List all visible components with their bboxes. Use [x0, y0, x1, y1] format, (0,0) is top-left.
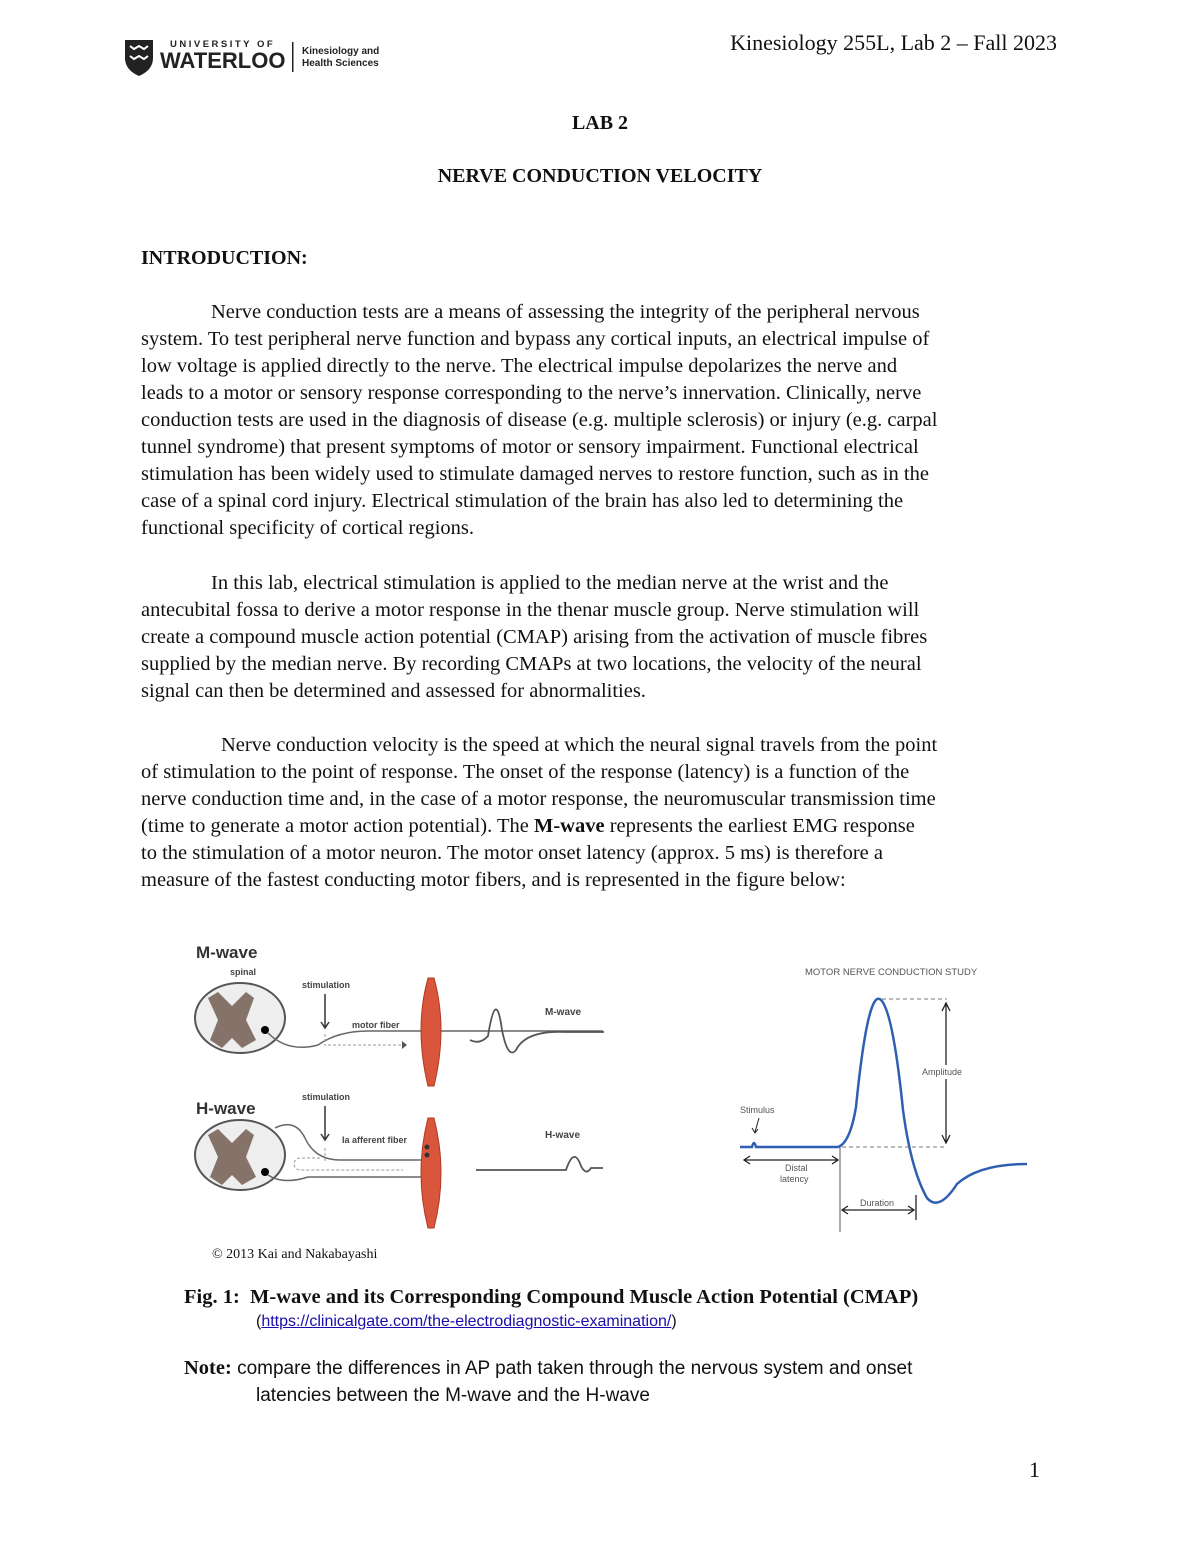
svg-text:Amplitude: Amplitude: [922, 1067, 963, 1077]
svg-text:Ia afferent fiber: Ia afferent fiber: [342, 1135, 408, 1145]
text-line: to the stimulation of a motor neuron. The motor onset latency (approx. 5 ms) is therefore a: [141, 842, 883, 864]
arrow-down-icon: [321, 1106, 329, 1140]
caption-source: [256, 1313, 677, 1331]
svg-text:spinal: spinal: [230, 967, 257, 977]
note-label: Note:: [184, 1357, 232, 1379]
page-number: 1: [1029, 1457, 1040, 1482]
text-line: Nerve conduction velocity is the speed at which the neural signal travels from the point: [221, 734, 938, 756]
note-text: compare the differences in AP path taken through the nervous system and onset: [231, 1358, 913, 1379]
muscle-icon: [421, 1118, 441, 1228]
figure-copyright: © 2013 Kai and Nakabayashi: [212, 1247, 378, 1262]
text-line: In this lab, electrical stimulation is applied to the median nerve at the wrist and the: [211, 572, 889, 594]
university-logo: [122, 36, 392, 78]
muscle-icon: [421, 978, 441, 1086]
svg-text:Distal: Distal: [785, 1163, 808, 1173]
mwave-term: M-wave: [533, 815, 605, 837]
caption-label: Fig. 1:: [184, 1286, 240, 1308]
svg-text:Duration: Duration: [860, 1198, 895, 1208]
svg-text:stimulation: stimulation: [302, 980, 351, 990]
text-line: tunnel syndrome) that present symptoms of motor or sensory impairment. Functional electrical: [141, 436, 919, 458]
text-line: signal can then be determined and assessed for abnormalities.: [141, 680, 646, 702]
svg-text:M-wave: M-wave: [545, 1007, 582, 1018]
svg-text:H-wave: H-wave: [545, 1130, 581, 1141]
figure-caption: [184, 1286, 918, 1309]
lab-title: LAB 2: [571, 112, 629, 134]
lab-topic: NERVE CONDUCTION VELOCITY: [437, 165, 763, 187]
svg-text:Kinesiology and: Kinesiology and: [302, 46, 380, 57]
text-line: case of a spinal cord injury. Electrical stimulation of the brain has also led to determining the: [141, 490, 904, 512]
text-line: Nerve conduction tests are a means of assessing the integrity of the peripheral nervous: [211, 301, 920, 323]
paragraph-2: [141, 570, 1071, 705]
paren: (: [256, 1313, 262, 1330]
svg-text:Health Sciences: Health Sciences: [302, 58, 379, 69]
svg-text:MOTOR NERVE CONDUCTION STUDY: MOTOR NERVE CONDUCTION STUDY: [805, 967, 978, 978]
text-line: supplied by the median nerve. By recording CMAPs at two locations, the velocity of the neural: [141, 653, 922, 675]
cmap-diagram: [730, 955, 1070, 1240]
text-line: [141, 813, 1071, 840]
svg-text:M-wave: M-wave: [196, 943, 258, 962]
section-heading: INTRODUCTION:: [141, 247, 308, 269]
svg-text:UNIVERSITY OF: UNIVERSITY OF: [170, 39, 276, 50]
text-line: stimulation has been widely used to stimulate damaged nerves to restore function, such as in the: [141, 463, 929, 485]
text-line: antecubital fossa to derive a motor response in the thenar muscle group. Nerve stimulation will: [141, 599, 920, 621]
text-line: system. To test peripheral nerve function and bypass any cortical inputs, an electrical impulse of: [141, 328, 930, 350]
arrow-down-icon: [321, 994, 329, 1028]
svg-text:latency: latency: [780, 1174, 809, 1184]
text-line: create a compound muscle action potential (CMAP) arising from the activation of muscle fibres: [141, 626, 928, 648]
cmap-trace: [740, 999, 1027, 1203]
text-line: leads to a motor or sensory response corresponding to the nerve’s innervation. Clinically, nerve: [141, 382, 922, 404]
text-line: low voltage is applied directly to the nerve. The electrical impulse depolarizes the nerve and: [141, 355, 898, 377]
svg-text:H-wave: H-wave: [196, 1099, 256, 1118]
mwave-hwave-diagram: [180, 930, 630, 1240]
svg-text:motor fiber: motor fiber: [352, 1020, 400, 1030]
text-line: functional specificity of cortical regions.: [141, 517, 475, 539]
paragraph-3: [141, 732, 1071, 894]
paren: ): [671, 1313, 677, 1330]
text-line: measure of the fastest conducting motor fibers, and is represented in the figure below:: [141, 869, 846, 891]
text-line: nerve conduction time and, in the case of a motor response, the neuromuscular transmission time: [141, 788, 936, 810]
svg-text:stimulation: stimulation: [302, 1092, 351, 1102]
text: (time to generate a motor action potential). The: [141, 815, 534, 837]
paragraph-1: [141, 299, 1071, 542]
course-header: Kinesiology 255L, Lab 2 – Fall 2023: [730, 30, 1057, 55]
source-link[interactable]: https://clinicalgate.com/the-electrodiagnostic-examination/: [261, 1313, 672, 1330]
hwave-trace: [476, 1157, 603, 1172]
text-line: conduction tests are used in the diagnosis of disease (e.g. multiple sclerosis) or injury (e.g. carpal: [141, 409, 938, 431]
text-line: of stimulation to the point of response. The onset of the response (latency) is a function of the: [141, 761, 910, 783]
svg-text:WATERLOO: WATERLOO: [160, 48, 286, 73]
note: [184, 1357, 912, 1380]
note-text-2: latencies between the M-wave and the H-wave: [256, 1385, 650, 1406]
svg-text:Stimulus: Stimulus: [740, 1105, 775, 1115]
caption-text: M-wave and its Corresponding Compound Muscle Action Potential (CMAP): [250, 1286, 919, 1308]
text: represents the earliest EMG response: [604, 815, 915, 837]
